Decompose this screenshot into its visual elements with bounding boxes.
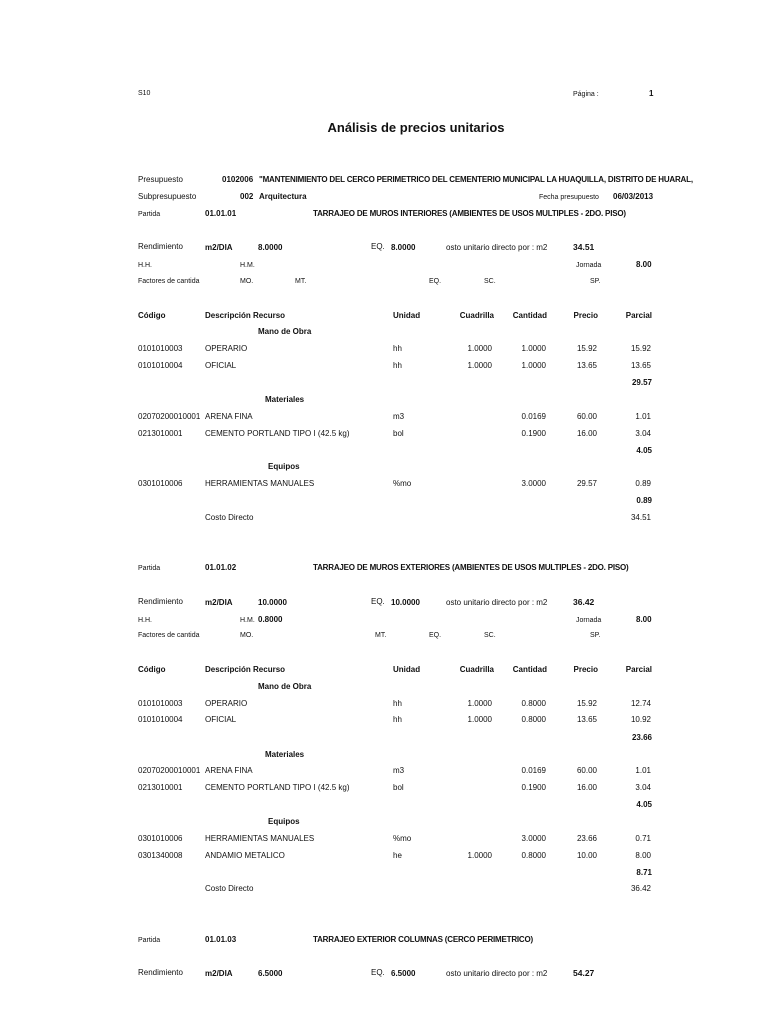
fecha-value: 06/03/2013 — [613, 192, 654, 201]
row-codigo: 0101010004 — [138, 361, 183, 370]
row-cuadrilla: 1.0000 — [467, 699, 492, 708]
row-unidad: he — [393, 851, 402, 860]
row-parcial: 15.92 — [630, 344, 651, 353]
page-number: 1 — [649, 89, 654, 98]
row-descripcion: OPERARIO — [205, 344, 248, 353]
eq-value: 10.0000 — [391, 598, 420, 607]
row-parcial: 12.74 — [630, 699, 651, 708]
row-descripcion: CEMENTO PORTLAND TIPO I (42.5 kg) — [205, 429, 350, 438]
jornada-value: 8.00 — [636, 615, 652, 624]
group-equipos: Equipos — [268, 462, 300, 471]
row-unidad: hh — [393, 699, 402, 708]
mo-label: MO. — [240, 278, 254, 285]
row-cantidad: 0.8000 — [521, 715, 546, 724]
rendimiento-value: 10.0000 — [258, 598, 287, 607]
row-cuadrilla: 1.0000 — [467, 361, 492, 370]
row-codigo: 0101010003 — [138, 344, 183, 353]
page-label: Página : — [573, 91, 599, 98]
row-cantidad: 3.0000 — [521, 479, 546, 488]
eq-factor-label: EQ. — [429, 632, 442, 639]
group-subtotal: 4.05 — [636, 446, 652, 455]
row-cantidad: 0.8000 — [521, 851, 546, 860]
row-parcial: 10.92 — [630, 715, 651, 724]
group-subtotal: 8.71 — [636, 868, 652, 877]
partida-code: 01.01.01 — [205, 209, 237, 218]
row-precio: 16.00 — [576, 429, 597, 438]
row-descripcion: HERRAMIENTAS MANUALES — [205, 479, 315, 488]
row-parcial: 1.01 — [635, 412, 651, 421]
eq-label: EQ. — [371, 242, 385, 251]
costo-unitario-value: 54.27 — [573, 968, 595, 978]
row-precio: 16.00 — [576, 783, 597, 792]
costo-unitario-value: 34.51 — [573, 242, 595, 252]
row-codigo: 0101010003 — [138, 699, 183, 708]
factores-label: Factores de cantida — [138, 632, 200, 639]
costo-unitario-label: osto unitario directo por : m2 — [446, 243, 548, 252]
row-parcial: 1.01 — [635, 766, 651, 775]
partida-label: Partida — [138, 937, 161, 944]
row-codigo: 0213010001 — [138, 429, 183, 438]
partida-description: TARRAJEO DE MUROS INTERIORES (AMBIENTES DE USOS MULTIPLES - 2DO. PISO) — [313, 209, 626, 218]
row-cuadrilla: 1.0000 — [467, 715, 492, 724]
row-precio: 10.00 — [576, 851, 597, 860]
row-descripcion: ARENA FINA — [205, 766, 253, 775]
rendimiento-value: 8.0000 — [258, 243, 283, 252]
col-precio: Precio — [573, 311, 598, 320]
group-equipos: Equipos — [268, 817, 300, 826]
costo-directo-label: Costo Directo — [205, 884, 254, 893]
col-parcial: Parcial — [625, 311, 652, 320]
row-unidad: bol — [393, 783, 404, 792]
row-descripcion: OFICIAL — [205, 361, 237, 370]
eq-label: EQ. — [371, 597, 385, 606]
row-parcial: 3.04 — [635, 783, 651, 792]
report-code: S10 — [138, 90, 151, 97]
row-cuadrilla: 1.0000 — [467, 851, 492, 860]
row-unidad: m3 — [393, 766, 405, 775]
row-cantidad: 0.0169 — [521, 766, 546, 775]
col-descripcion: Descripción Recurso — [205, 665, 286, 674]
hm-value: 0.8000 — [258, 615, 283, 624]
costo-directo-label: Costo Directo — [205, 513, 254, 522]
group-subtotal: 4.05 — [636, 800, 652, 809]
row-cantidad: 1.0000 — [521, 344, 546, 353]
row-parcial: 13.65 — [630, 361, 651, 370]
partida-code: 01.01.02 — [205, 563, 237, 572]
row-precio: 15.92 — [576, 699, 597, 708]
group-materiales: Materiales — [265, 750, 305, 759]
col-cantidad: Cantidad — [512, 311, 547, 320]
row-codigo: 0101010004 — [138, 715, 183, 724]
row-unidad: bol — [393, 429, 404, 438]
hm-label: H.M. — [240, 262, 255, 269]
hh-label: H.H. — [138, 617, 152, 624]
rendimiento-value: 6.5000 — [258, 969, 283, 978]
row-cantidad: 0.1900 — [521, 429, 546, 438]
sc-label: SC. — [484, 278, 496, 285]
col-unidad: Unidad — [393, 311, 421, 320]
presupuesto-name: "MANTENIMIENTO DEL CERCO PERIMETRICO DEL CEMENTERIO MUNICIPAL LA HUAQUILLA, DISTRITO DE HUARAL, — [259, 176, 693, 184]
row-precio: 23.66 — [576, 834, 597, 843]
partida-description: TARRAJEO DE MUROS EXTERIORES (AMBIENTES DE USOS MULTIPLES - 2DO. PISO) — [313, 563, 629, 572]
row-precio: 60.00 — [576, 766, 597, 775]
row-descripcion: ANDAMIO METALICO — [205, 851, 285, 860]
jornada-label: Jornada — [576, 617, 602, 624]
mt-label: MT. — [375, 632, 387, 639]
col-cuadrilla: Cuadrilla — [459, 665, 494, 674]
sc-label: SC. — [484, 632, 496, 639]
partida-label: Partida — [138, 211, 161, 218]
sp-label: SP. — [590, 278, 601, 285]
jornada-label: Jornada — [576, 262, 602, 269]
jornada-value: 8.00 — [636, 260, 652, 269]
row-descripcion: ARENA FINA — [205, 412, 253, 421]
row-parcial: 0.89 — [635, 479, 651, 488]
factores-label: Factores de cantida — [138, 278, 200, 285]
col-precio: Precio — [573, 665, 598, 674]
col-cantidad: Cantidad — [512, 665, 547, 674]
rendimiento-label: Rendimiento — [138, 968, 183, 977]
col-codigo: Código — [138, 665, 166, 674]
fecha-label: Fecha presupuesto — [539, 194, 599, 201]
row-unidad: %mo — [393, 479, 412, 488]
row-codigo: 0301340008 — [138, 851, 183, 860]
subpresupuesto-label: Subpresupuesto — [138, 192, 197, 201]
hm-label: H.M. — [240, 617, 255, 624]
row-parcial: 8.00 — [635, 851, 651, 860]
rendimiento-unit: m2/DIA — [205, 243, 233, 252]
costo-directo-value: 36.42 — [630, 884, 651, 893]
col-unidad: Unidad — [393, 665, 421, 674]
sp-label: SP. — [590, 632, 601, 639]
row-parcial: 3.04 — [635, 429, 651, 438]
row-cuadrilla: 1.0000 — [467, 344, 492, 353]
row-unidad: hh — [393, 715, 402, 724]
group-mano-de-obra: Mano de Obra — [258, 682, 312, 691]
partida-code: 01.01.03 — [205, 935, 237, 944]
rendimiento-label: Rendimiento — [138, 597, 183, 606]
row-codigo: 02070200010001 — [138, 412, 201, 421]
col-descripcion: Descripción Recurso — [205, 311, 286, 320]
presupuesto-label: Presupuesto — [138, 175, 183, 184]
eq-value: 8.0000 — [391, 243, 416, 252]
row-precio: 15.92 — [576, 344, 597, 353]
row-unidad: hh — [393, 344, 402, 353]
partida-label: Partida — [138, 565, 161, 572]
row-unidad: hh — [393, 361, 402, 370]
row-unidad: m3 — [393, 412, 405, 421]
row-descripcion: CEMENTO PORTLAND TIPO I (42.5 kg) — [205, 783, 350, 792]
row-codigo: 02070200010001 — [138, 766, 201, 775]
presupuesto-code: 0102006 — [222, 175, 254, 184]
col-cuadrilla: Cuadrilla — [459, 311, 494, 320]
row-cantidad: 0.8000 — [521, 699, 546, 708]
costo-unitario-label: osto unitario directo por : m2 — [446, 969, 548, 978]
page-title: Análisis de precios unitarios — [327, 120, 505, 135]
row-precio: 60.00 — [576, 412, 597, 421]
group-subtotal: 23.66 — [631, 733, 652, 742]
subpresupuesto-name: Arquitectura — [259, 192, 307, 201]
row-unidad: %mo — [393, 834, 412, 843]
row-codigo: 0213010001 — [138, 783, 183, 792]
row-descripcion: OFICIAL — [205, 715, 237, 724]
subpresupuesto-code: 002 — [240, 192, 254, 201]
partida-description: TARRAJEO EXTERIOR COLUMNAS (CERCO PERIMETRICO) — [313, 935, 533, 944]
group-subtotal: 0.89 — [636, 496, 652, 505]
row-descripcion: OPERARIO — [205, 699, 248, 708]
row-precio: 13.65 — [576, 361, 597, 370]
row-codigo: 0301010006 — [138, 834, 183, 843]
rendimiento-label: Rendimiento — [138, 242, 183, 251]
rendimiento-unit: m2/DIA — [205, 969, 233, 978]
row-cantidad: 0.1900 — [521, 783, 546, 792]
hh-label: H.H. — [138, 262, 152, 269]
row-parcial: 0.71 — [635, 834, 651, 843]
eq-factor-label: EQ. — [429, 278, 442, 285]
row-cantidad: 1.0000 — [521, 361, 546, 370]
eq-label: EQ. — [371, 968, 385, 977]
costo-unitario-label: osto unitario directo por : m2 — [446, 598, 548, 607]
col-codigo: Código — [138, 311, 166, 320]
costo-directo-value: 34.51 — [630, 513, 651, 522]
row-descripcion: HERRAMIENTAS MANUALES — [205, 834, 315, 843]
row-precio: 29.57 — [576, 479, 597, 488]
row-precio: 13.65 — [576, 715, 597, 724]
mt-label: MT. — [295, 278, 307, 285]
group-mano-de-obra: Mano de Obra — [258, 327, 312, 336]
col-parcial: Parcial — [625, 665, 652, 674]
row-cantidad: 3.0000 — [521, 834, 546, 843]
row-codigo: 0301010006 — [138, 479, 183, 488]
costo-unitario-value: 36.42 — [573, 597, 595, 607]
group-subtotal: 29.57 — [631, 378, 652, 387]
eq-value: 6.5000 — [391, 969, 416, 978]
row-cantidad: 0.0169 — [521, 412, 546, 421]
group-materiales: Materiales — [265, 395, 305, 404]
rendimiento-unit: m2/DIA — [205, 598, 233, 607]
mo-label: MO. — [240, 632, 254, 639]
